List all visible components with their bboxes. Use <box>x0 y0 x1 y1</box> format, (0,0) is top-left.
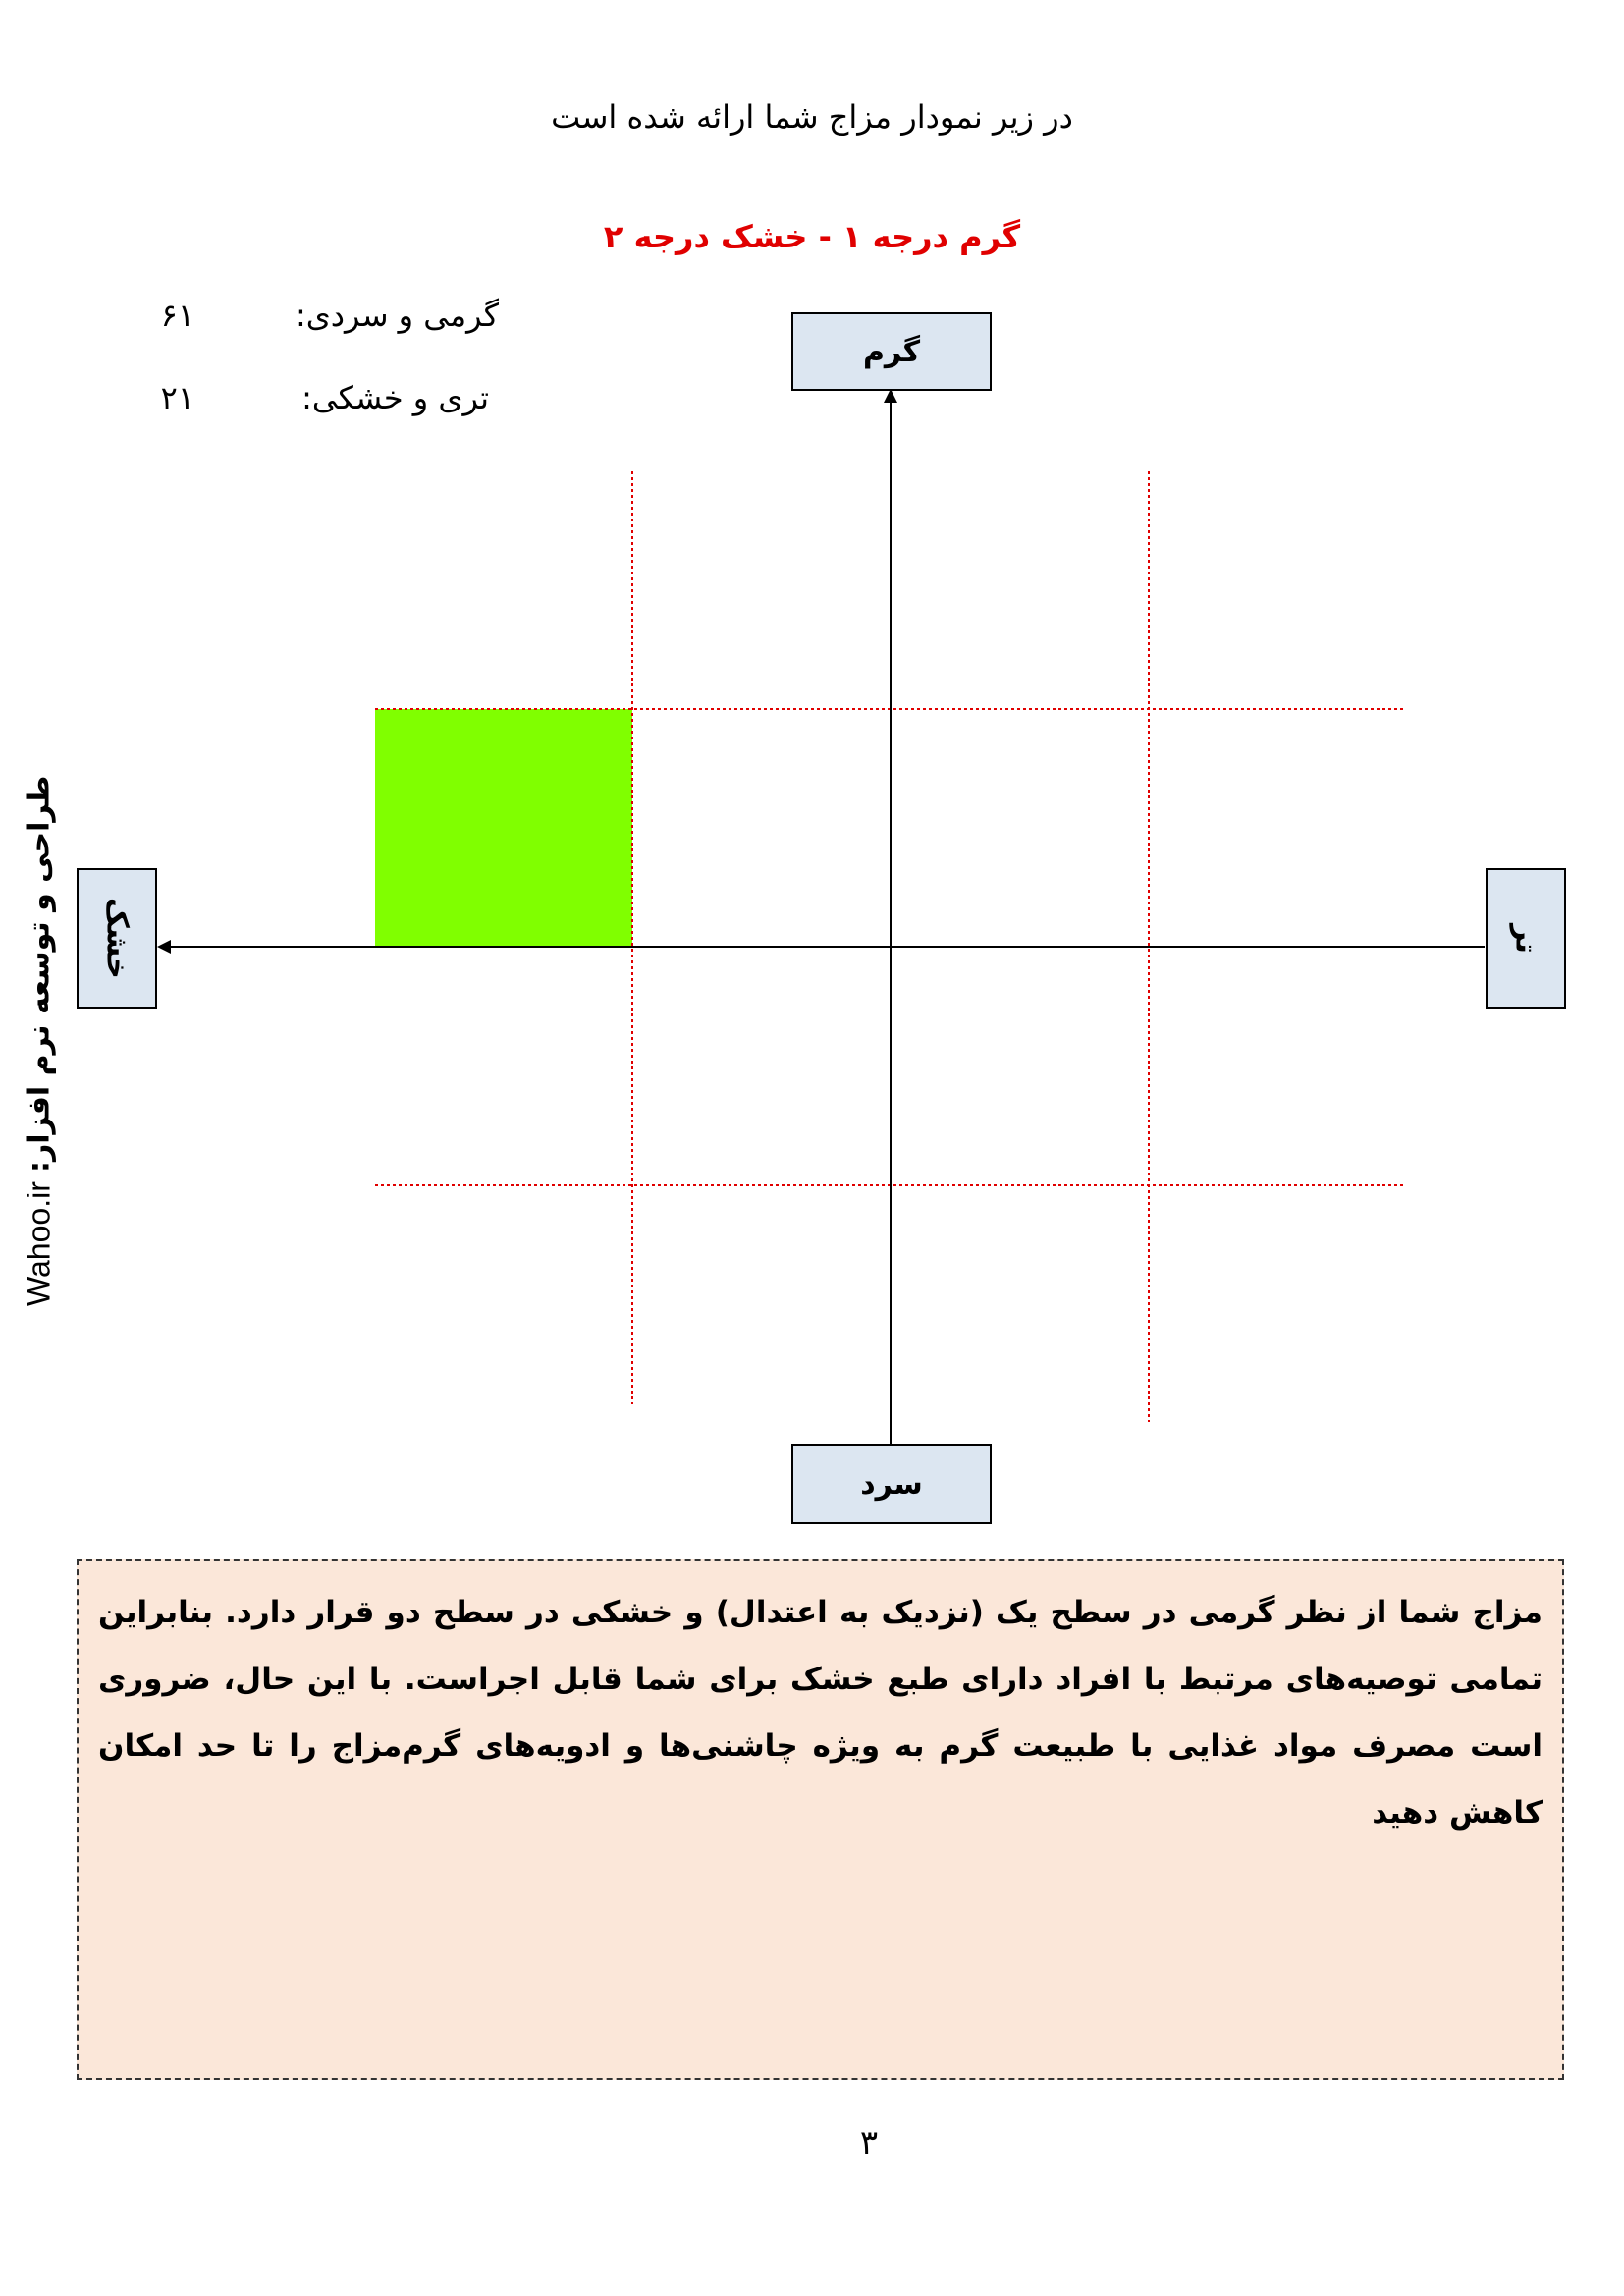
credit-site: Wahoo.ir <box>21 1181 57 1306</box>
axis-label-moist <box>1486 868 1566 1009</box>
highlighted-quadrant-cell <box>375 709 632 947</box>
axis-label-cold-text: سرد <box>860 1466 923 1502</box>
axis-label-dry-text: خشک <box>99 898 135 979</box>
page-number: ۳ <box>859 2123 879 2162</box>
description-text: مزاج شما از نظر گرمی در سطح یک (نزدیک به اعتدال) و خشکی در سطح دو قرار دارد. بنابراین تمامی توصیه‌های مرتبط با افراد دارای طبع خشک برای شما قابل اجراست. با این حال، ضروری است مصرف مواد غذایی با طبیعت گرم به ویژه چاشنی‌ها و ادویه‌های گرم‌مزاج را تا حد امکان کاهش دهید <box>98 1595 1543 1831</box>
axis-label-cold <box>791 1444 992 1524</box>
axis-label-dry <box>77 868 157 1009</box>
result-heading: گرم درجه ۱ - خشک درجه ۲ <box>603 218 1021 255</box>
stat-label-heat: گرمی و سردی: <box>295 297 499 334</box>
axis-label-hot <box>791 312 992 391</box>
credit-text: طراحی و توسعه نرم افزار: <box>22 776 57 1174</box>
stat-value-heat: ۶۱ <box>160 297 194 334</box>
description-box <box>77 1559 1564 2080</box>
stat-label-moisture: تری و خشکی: <box>301 379 489 416</box>
axis-label-hot-text: گرم <box>862 334 921 369</box>
credit-watermark <box>12 776 67 1306</box>
page-title: در زیر نمودار مزاج شما ارائه شده است <box>551 98 1073 136</box>
stat-value-moisture: ۲۱ <box>160 379 194 416</box>
axis-label-moist-text: تر <box>1508 923 1543 954</box>
